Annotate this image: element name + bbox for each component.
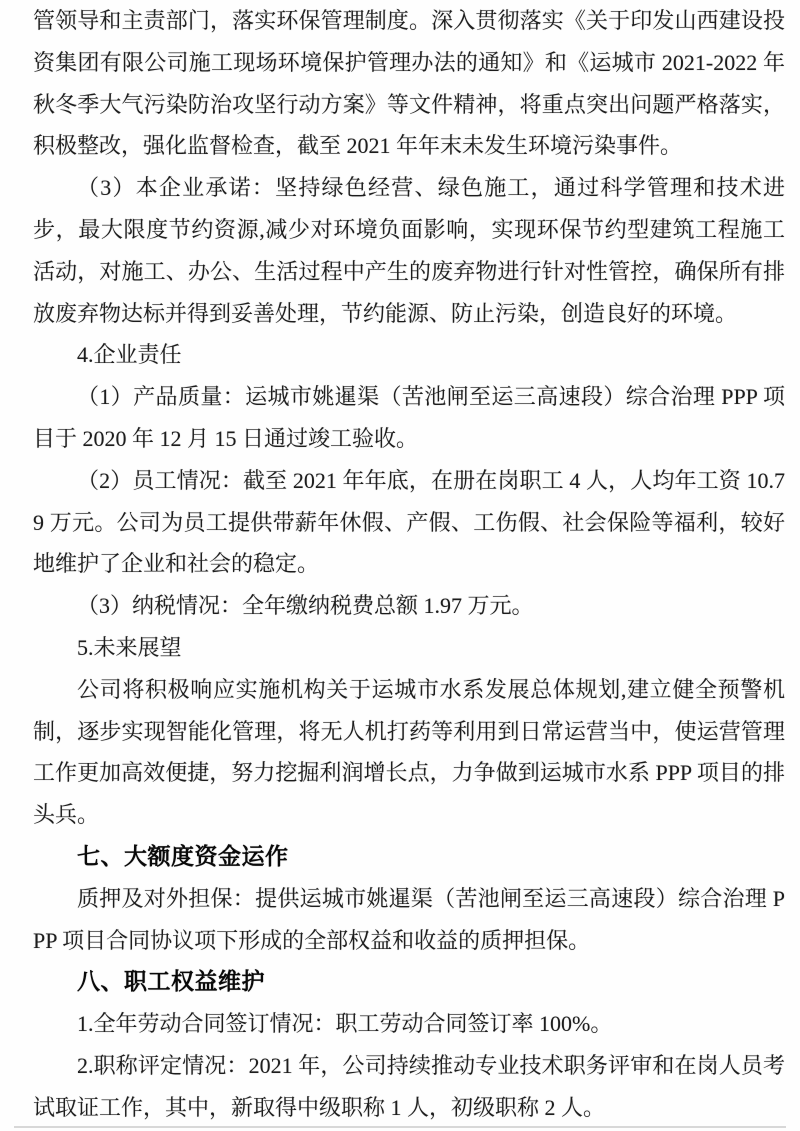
paragraph-tax-situation: （3）纳税情况：全年缴纳税费总额 1.97 万元。 bbox=[77, 593, 534, 619]
document-body bbox=[33, 0, 785, 1129]
section-heading-large-capital-operation: 七、大额度资金运作 bbox=[77, 842, 289, 869]
section-heading-employee-rights-protection: 八、职工权益维护 bbox=[77, 968, 265, 995]
paragraph-env-management-continuation: 管领导和主责部门，落实环保管理制度。深入贯彻落实《关于印发山西建设投资集团有限公司施工现场环境保护管理办法的通知》和《运城市 2021-2022 年秋冬季大气污染防治攻坚行动方案》等文件精神，将重点突出问题严格落实，积极整改，强化监督检查，截至 2021 年年末未发生环境污染事件。 bbox=[33, 8, 785, 159]
paragraph-product-quality: （1）产品质量：运城市姚暹渠（苦池闸至运三高速段）综合治理 PPP 项目于 2020 年 12 月 15 日通过竣工验收。 bbox=[33, 384, 785, 451]
paragraph-pledge-and-guarantee: 质押及对外担保：提供运城市姚暹渠（苦池闸至运三高速段）综合治理 PPP 项目合同协议项下形成的全部权益和收益的质押担保。 bbox=[33, 885, 785, 953]
page-bottom-edge-line bbox=[14, 1126, 786, 1128]
subheading-corporate-responsibility: 4.企业责任 bbox=[77, 342, 182, 368]
paragraph-future-outlook: 公司将积极响应实施机构关于运城市水系发展总体规划,建立健全预警机制，逐步实现智能化管理，将无人机打药等利用到日常运营当中，使运营管理工作更加高效便捷，努力挖掘利润增长点，力争做到运城市水系 PPP 项目的排头兵。 bbox=[33, 676, 785, 828]
paragraph-enterprise-commitment: （3）本企业承诺：坚持绿色经营、绿色施工，通过科学管理和技术进步，最大限度节约资源,减少对环境负面影响，实现环保节约型建筑工程施工活动，对施工、办公、生活过程中产生的废弃物进行针对性管控，确保所有排放废弃物达标并得到妥善处理，节约能源、防止污染，创造良好的环境。 bbox=[33, 175, 785, 326]
paragraph-professional-title-evaluation: 2.职称评定情况：2021 年，公司持续推动专业技术职务评审和在岗人员考试取证工作，其中，新取得中级职称 1 人，初级职称 2 人。 bbox=[33, 1052, 785, 1120]
paragraph-employee-situation: （2）员工情况：截至 2021 年年底，在册在岗职工 4 人，人均年工资 10.79 万元。公司为员工提供带薪年休假、产假、工伤假、社会保险等福利，较好地维护了企业和社会的稳定。 bbox=[33, 467, 785, 577]
paragraph-labor-contract-signing: 1.全年劳动合同签订情况：职工劳动合同签订率 100%。 bbox=[77, 1011, 613, 1037]
subheading-future-outlook: 5.未来展望 bbox=[77, 634, 182, 660]
